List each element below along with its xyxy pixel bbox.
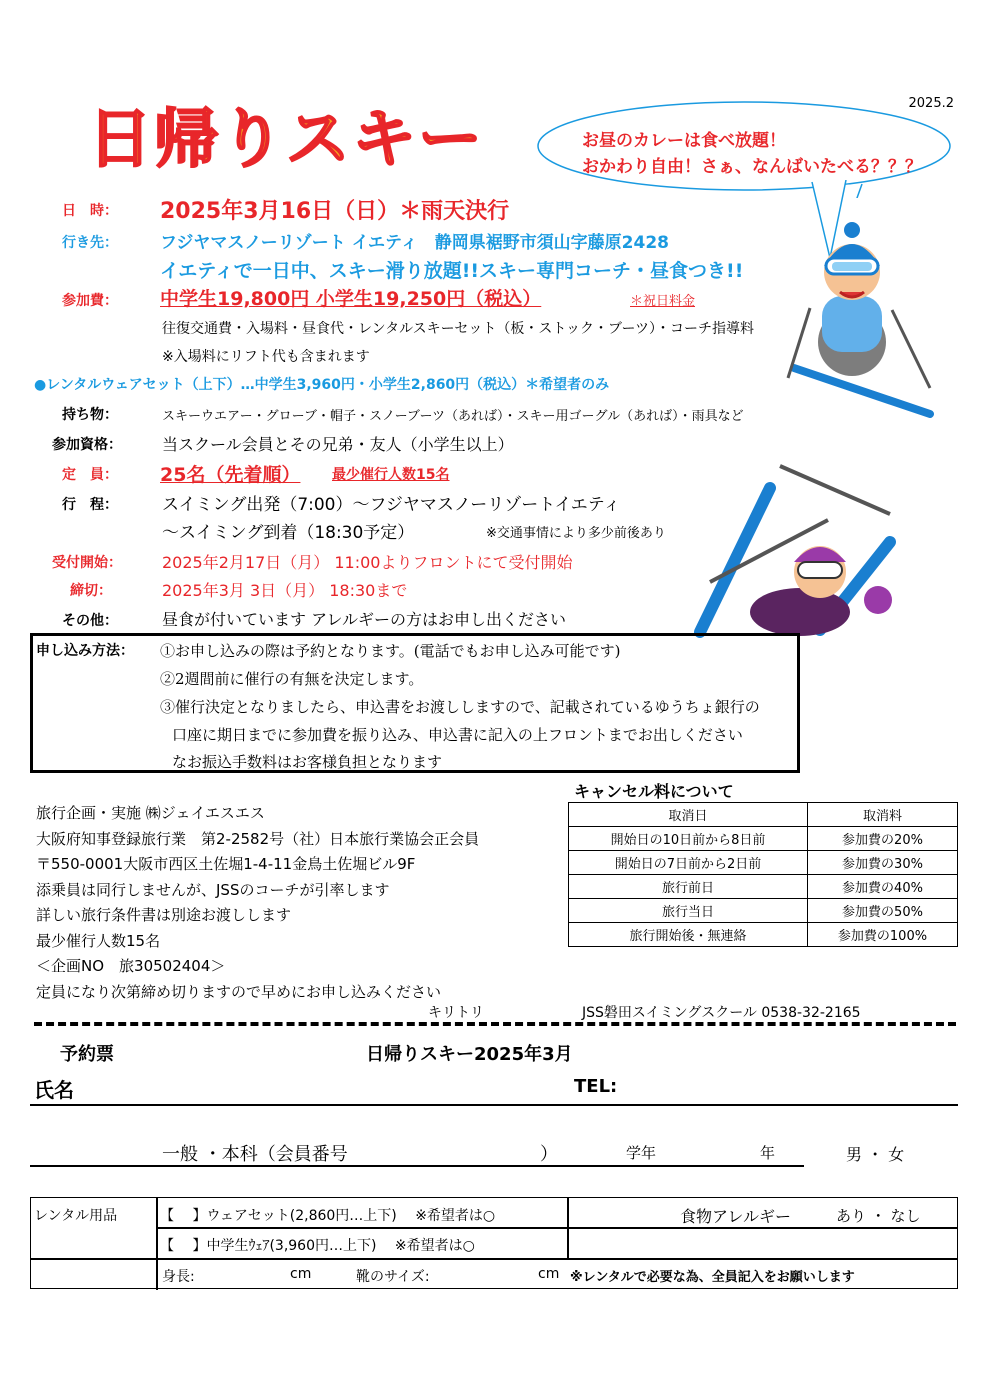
fee-included: 往復交通費・入場料・昼食代・レンタルスキーセット（板・ストック・ブーツ）・コーチ指導料 (162, 321, 754, 337)
table-row (569, 851, 958, 875)
allergy-options[interactable]: あり ・ なし (836, 1207, 921, 1225)
organizer-line: 〒550-0001大阪市西区土佐堀1-4-11金鳥土佐堀ビル9F (36, 855, 416, 873)
wear-junior-option[interactable]: 【 】中学生ｳｪｱ(3,960円…上下) ※希望者は○ (160, 1238, 475, 1254)
organizer-line: 大阪府知事登録旅行業 第2-2582号（社）日本旅行業協会正会員 (36, 829, 480, 848)
apply-item-1: ①お申し込みの際は予約となります。(電話でもお申し込み可能です) (160, 642, 621, 660)
shoe-size-label[interactable]: 靴のサイズ: (356, 1269, 430, 1285)
datetime-value: 2025年3月16日（日）＊雨天決行 (160, 199, 510, 224)
rental-note: ※レンタルで必要な為、全員記入をお願いします (570, 1270, 855, 1285)
apply-label: 申し込み方法： (36, 643, 134, 659)
table-row (569, 827, 958, 851)
capacity-label: 定 員： (62, 467, 118, 483)
capacity-min: 最少催行人数15名 (332, 467, 450, 483)
fee-note: ＊祝日料金 (630, 294, 696, 309)
name-underline (30, 1104, 958, 1106)
fee-lift-note: ※入場料にリフト代も含まれます (162, 349, 370, 365)
skier-illustration-2 (690, 462, 900, 662)
destination-tagline: イエティで一日中、スキー滑り放題!!スキー専門コーチ・昼食つき!! (160, 260, 744, 282)
other-value: 昼食が付いています アレルギーの方はお申し出ください (162, 610, 567, 629)
items-label: 持ち物： (62, 407, 118, 423)
table-cell: 旅行前日 (569, 875, 808, 899)
skier-illustration-1 (780, 218, 950, 418)
cancel-title: キャンセル料について (574, 782, 734, 801)
table-header: 取消日 (569, 803, 808, 827)
itinerary-line2: ～スイミング到着（18:30予定） (162, 523, 415, 543)
deadline-label: 締切： (70, 583, 112, 599)
table-cell: 旅行開始後・無連絡 (569, 923, 808, 947)
itinerary-note: ※交通事情により多少前後あり (486, 526, 666, 541)
table-row (569, 899, 958, 923)
tel-label: TEL: (574, 1076, 618, 1097)
reservation-event: 日帰りスキー2025年3月 (366, 1044, 573, 1065)
grade-label: 学年 (626, 1144, 657, 1162)
rental-label: レンタル用品 (34, 1208, 118, 1224)
eligibility-value: 当スクール会員とその兄弟・友人（小学生以上） (162, 435, 514, 454)
reception-label: 受付開始： (52, 555, 122, 571)
cancel-fee-table (568, 802, 958, 947)
capacity-value: 25名（先着順） (160, 464, 301, 486)
page-title: 日帰りスキー (88, 103, 484, 177)
cut-line (34, 1022, 956, 1026)
items-value: スキーウエアー・グローブ・帽子・スノーブーツ（あれば）・スキー用ゴーグル（あれば）・雨具など (162, 409, 744, 424)
table-cell: 参加費の30% (808, 851, 958, 875)
table-cell: 参加費の40% (808, 875, 958, 899)
itinerary-line1: スイミング出発（7:00）～フジヤマスノーリゾートイエティ (162, 495, 621, 515)
member-type-label: 一般 ・本科（会員番号 (162, 1144, 348, 1165)
apply-item-3c: なお振込手数料はお客様負担となります (172, 753, 443, 771)
organizer-line: 詳しい旅行条件書は別途お渡しします (36, 906, 292, 924)
height-unit: cm (290, 1266, 312, 1282)
table-header-row (569, 803, 958, 827)
organizer-line: 最少催行人数15名 (36, 931, 161, 950)
bubble-line-1: お昼のカレーは食べ放題！ (582, 131, 786, 151)
table-row (569, 875, 958, 899)
year-label: 年 (760, 1144, 776, 1162)
table-cell: 参加費の100% (808, 923, 958, 947)
apply-item-2: ②2週間前に催行の有無を決定します。 (160, 670, 424, 688)
apply-item-3b: 口座に期日までに参加費を振り込み、申込書に記入の上フロントまでお出しください (172, 726, 743, 744)
shoe-size-unit: cm (538, 1266, 560, 1282)
table-cell: 開始日の7日前から2日前 (569, 851, 808, 875)
organizer-line: 添乗員は同行しませんが、JSSのコーチが引率します (36, 880, 390, 899)
eligibility-label: 参加資格： (52, 437, 122, 453)
table-cell: 旅行当日 (569, 899, 808, 923)
organizer-line: 旅行企画・実施 ㈱ジェイエスエス (36, 804, 265, 822)
other-label: その他： (62, 613, 118, 629)
gender-options[interactable]: 男 ・ 女 (846, 1145, 905, 1164)
table-row (569, 923, 958, 947)
date-code: 2025.2 (908, 96, 954, 111)
table-cell: 参加費の50% (808, 899, 958, 923)
datetime-label: 日 時： (62, 203, 118, 219)
wear-rental: ●レンタルウェアセット（上下）…中学生3,960円・小学生2,860円（税込）＊希望者のみ (34, 377, 610, 393)
member-close: ） (540, 1144, 558, 1165)
itinerary-label: 行 程： (62, 497, 118, 513)
table-header: 取消料 (808, 803, 958, 827)
bubble-line-2: おかわり自由！さぁ、なんばいたべる？？？ (582, 157, 922, 177)
organizer-line: ＜企画NO 旅30502404＞ (36, 957, 226, 975)
destination-value: フジヤマスノーリゾート イエティ 静岡県裾野市須山字藤原2428 (160, 233, 670, 253)
table-cell: 参加費の20% (808, 827, 958, 851)
wear-set-option[interactable]: 【 】ウェアセット(2,860円…上下) ※希望者は○ (160, 1208, 496, 1224)
allergy-label: 食物アレルギー (680, 1207, 791, 1226)
cut-label: キリトリ (428, 1005, 484, 1021)
reception-value: 2025年2月17日（月） 11:00よりフロントにて受付開始 (162, 553, 573, 572)
table-cell: 開始日の10日前から8日前 (569, 827, 808, 851)
member-underline (30, 1165, 804, 1167)
height-label[interactable]: 身長: (162, 1269, 195, 1285)
fee-value: 中学生19,800円 小学生19,250円（税込） (160, 288, 542, 310)
name-label: 氏名 (34, 1078, 74, 1102)
apply-item-3a: ③催行決定となりましたら、申込書をお渡ししますので、記載されているゆうちょ銀行の (160, 698, 760, 716)
reservation-title: 予約票 (60, 1044, 114, 1065)
member-number-field[interactable] (162, 1140, 348, 1166)
deadline-value: 2025年3月 3日（月） 18:30まで (162, 581, 408, 600)
destination-label: 行き先： (62, 235, 118, 251)
contact-info: JSS磐田スイミングスクール 0538-32-2165 (582, 1005, 861, 1021)
organizer-line: 定員になり次第締め切りますので早めにお申し込みください (36, 982, 442, 1001)
fee-label: 参加費： (62, 293, 118, 309)
bubble-text (582, 128, 922, 180)
organizer-info (36, 801, 479, 1005)
